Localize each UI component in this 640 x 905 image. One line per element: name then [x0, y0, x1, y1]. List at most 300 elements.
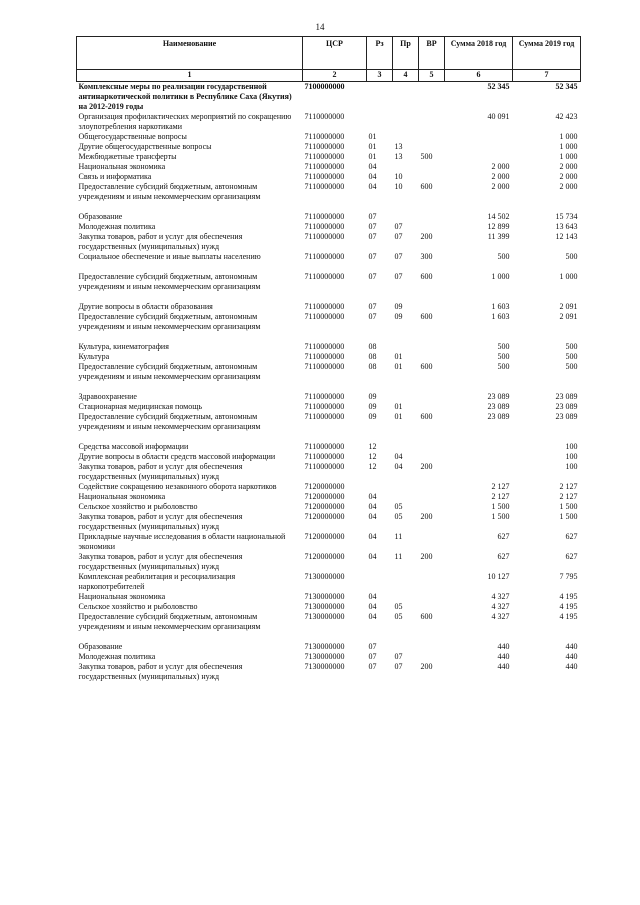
cell-pr: 11: [394, 552, 403, 561]
cell-vr: 600: [420, 312, 433, 321]
budget-table: [76, 36, 581, 682]
cell-rz: 04: [368, 512, 377, 521]
cell-csr: 7110000000: [304, 312, 345, 321]
empty-cell: [393, 432, 419, 442]
empty-cell: [445, 632, 513, 642]
cell-name: Связь и информатика: [78, 172, 152, 181]
cell-csr: 7130000000: [304, 652, 345, 661]
spacer-row: [77, 432, 581, 442]
cell-vr: 200: [420, 512, 433, 521]
cell-vr: [419, 652, 445, 662]
empty-cell: [303, 632, 367, 642]
cell-sum-2019: 23 089: [555, 392, 578, 401]
cell-sum-2018: 52 345: [487, 82, 510, 91]
cell-pr: 11: [394, 532, 403, 541]
cell-sum-2019: 440: [565, 662, 578, 671]
cell-pr: [393, 642, 419, 652]
cell-name: Здравоохранение: [78, 392, 137, 401]
cell-name: Сельское хозяйство и рыболовство: [78, 502, 198, 511]
cell-rz: 01: [368, 132, 377, 141]
empty-cell: [367, 202, 393, 212]
table-row: [77, 342, 581, 352]
empty-cell: [419, 292, 445, 302]
empty-cell: [303, 202, 367, 212]
cell-vr: [419, 222, 445, 232]
cell-sum-2018: 10 127: [487, 572, 510, 581]
cell-pr: 04: [394, 452, 403, 461]
cell-sum-2018: 40 091: [487, 112, 510, 121]
table-row: [77, 232, 581, 252]
cell-sum-2018: 2 000: [491, 172, 510, 181]
cell-csr: 7110000000: [304, 412, 345, 421]
cell-pr: 01: [394, 402, 403, 411]
empty-cell: [367, 332, 393, 342]
cell-sum-2019: 15 734: [555, 212, 578, 221]
cell-sum-2019: 1 000: [559, 272, 578, 281]
cell-name: Предоставление субсидий бюджетным, автономным учреждениям и иным некоммерческим организациям: [78, 312, 261, 331]
cell-sum-2019: 12 143: [555, 232, 578, 241]
cell-vr: 600: [420, 412, 433, 421]
cell-pr: [393, 592, 419, 602]
empty-cell: [393, 332, 419, 342]
empty-cell: [367, 432, 393, 442]
cell-rz: 01: [368, 152, 377, 161]
cell-vr: 200: [420, 232, 433, 241]
cell-name: Организация профилактических мероприятий по сокращению злоупотребления наркотиками: [78, 112, 292, 131]
empty-cell: [419, 632, 445, 642]
cell-sum-2018: 1 500: [491, 512, 510, 521]
cell-pr: 04: [394, 462, 403, 471]
cell-sum-2018: 4 327: [491, 612, 510, 621]
table-row: [77, 462, 581, 482]
cell-rz: 07: [368, 222, 377, 231]
cell-csr: 7110000000: [304, 182, 345, 191]
column-number: 6: [445, 70, 513, 82]
empty-cell: [77, 332, 303, 342]
empty-cell: [419, 332, 445, 342]
cell-name: Средства массовой информации: [78, 442, 189, 451]
cell-sum-2018: [445, 442, 513, 452]
empty-cell: [77, 262, 303, 272]
cell-sum-2019: 1 500: [559, 512, 578, 521]
cell-pr: [393, 482, 419, 492]
cell-sum-2019: 4 195: [559, 612, 578, 621]
cell-name: Образование: [78, 212, 123, 221]
empty-cell: [445, 292, 513, 302]
cell-rz: 09: [368, 392, 377, 401]
cell-vr: [419, 302, 445, 312]
cell-csr: 7110000000: [304, 252, 345, 261]
table-row: [77, 312, 581, 332]
cell-name: Культура: [78, 352, 110, 361]
empty-cell: [393, 202, 419, 212]
cell-pr: 07: [394, 652, 403, 661]
cell-sum-2019: 500: [565, 362, 578, 371]
cell-pr: 07: [394, 222, 403, 231]
cell-name: Молодежная политика: [78, 652, 156, 661]
cell-sum-2018: [445, 152, 513, 162]
cell-sum-2018: [445, 462, 513, 482]
table-row: [77, 552, 581, 572]
cell-pr: [393, 572, 419, 592]
cell-csr: 7110000000: [304, 142, 345, 151]
cell-vr: 200: [420, 552, 433, 561]
cell-name: Другие вопросы в области образования: [78, 302, 213, 311]
cell-vr: [419, 602, 445, 612]
cell-name: Молодежная политика: [78, 222, 156, 231]
cell-rz: 08: [368, 352, 377, 361]
cell-sum-2018: 440: [497, 652, 510, 661]
cell-sum-2019: 2 091: [559, 312, 578, 321]
cell-sum-2019: 52 345: [555, 82, 578, 91]
cell-vr: [419, 112, 445, 132]
empty-cell: [367, 292, 393, 302]
cell-sum-2018: 500: [497, 252, 510, 261]
cell-sum-2018: 23 089: [487, 412, 510, 421]
table-row: [77, 452, 581, 462]
empty-cell: [513, 262, 581, 272]
cell-sum-2018: 23 089: [487, 402, 510, 411]
cell-csr: 7120000000: [304, 502, 345, 511]
empty-cell: [419, 202, 445, 212]
cell-rz: 04: [368, 602, 377, 611]
cell-name: Национальная экономика: [78, 162, 166, 171]
cell-name: Закупка товаров, работ и услуг для обеспечения государственных (муниципальных) нужд: [78, 232, 243, 251]
cell-csr: 7110000000: [304, 152, 345, 161]
cell-vr: [419, 162, 445, 172]
empty-cell: [303, 292, 367, 302]
cell-csr: 7130000000: [304, 662, 345, 671]
cell-rz: 12: [368, 442, 377, 451]
cell-rz: [367, 112, 393, 132]
cell-sum-2019: 440: [565, 652, 578, 661]
cell-name: Предоставление субсидий бюджетным, автономным учреждениям и иным некоммерческим организациям: [78, 182, 261, 201]
cell-rz: 04: [368, 552, 377, 561]
cell-csr: 7100000000: [304, 82, 345, 91]
cell-sum-2018: 2 127: [491, 492, 510, 501]
cell-csr: 7110000000: [304, 402, 345, 411]
cell-pr: [393, 392, 419, 402]
cell-sum-2018: 627: [497, 552, 510, 561]
cell-name: Социальное обеспечение и иные выплаты населению: [78, 252, 261, 261]
empty-cell: [513, 382, 581, 392]
cell-pr: 05: [394, 612, 403, 621]
cell-vr: [419, 572, 445, 592]
cell-vr: [419, 502, 445, 512]
cell-sum-2019: 100: [565, 462, 578, 471]
cell-sum-2018: 500: [497, 352, 510, 361]
cell-sum-2018: 2 000: [491, 162, 510, 171]
cell-pr: 07: [394, 232, 403, 241]
cell-sum-2018: 500: [497, 362, 510, 371]
cell-pr: 05: [394, 512, 403, 521]
cell-pr: [393, 212, 419, 222]
cell-sum-2018: 1 603: [491, 302, 510, 311]
cell-rz: 08: [368, 362, 377, 371]
column-header-name: Наименование: [77, 37, 303, 70]
cell-vr: [419, 132, 445, 142]
cell-name: Прикладные научные исследования в области национальной экономики: [78, 532, 286, 551]
cell-sum-2018: 2 000: [491, 182, 510, 191]
cell-sum-2018: [445, 132, 513, 142]
cell-vr: [419, 212, 445, 222]
empty-cell: [513, 292, 581, 302]
empty-cell: [77, 432, 303, 442]
cell-pr: [393, 442, 419, 452]
cell-csr: 7120000000: [304, 482, 345, 491]
cell-pr: 01: [394, 362, 403, 371]
cell-sum-2018: 14 502: [487, 212, 510, 221]
table-row: [77, 162, 581, 172]
table-row: [77, 402, 581, 412]
cell-name: Содействие сокращению незаконного оборота наркотиков: [78, 482, 277, 491]
cell-sum-2019: 100: [565, 452, 578, 461]
column-header-pr: Пр: [393, 37, 419, 70]
spacer-row: [77, 382, 581, 392]
table-row: [77, 182, 581, 202]
cell-sum-2018: 627: [497, 532, 510, 541]
cell-vr: [419, 532, 445, 552]
table-row: [77, 352, 581, 362]
cell-csr: 7130000000: [304, 572, 345, 581]
empty-cell: [77, 292, 303, 302]
cell-csr: 7110000000: [304, 452, 345, 461]
table-row: [77, 592, 581, 602]
cell-pr: 01: [394, 412, 403, 421]
cell-rz: 07: [368, 312, 377, 321]
table-row: [77, 112, 581, 132]
cell-csr: 7130000000: [304, 602, 345, 611]
table-row: [77, 612, 581, 632]
table-row: [77, 172, 581, 182]
cell-pr: 05: [394, 602, 403, 611]
cell-rz: 07: [368, 642, 377, 651]
empty-cell: [445, 202, 513, 212]
spacer-row: [77, 262, 581, 272]
cell-pr: [393, 112, 419, 132]
cell-csr: 7110000000: [304, 442, 345, 451]
cell-sum-2018: 440: [497, 642, 510, 651]
column-header-vr: ВР: [419, 37, 445, 70]
cell-sum-2018: 1 000: [491, 272, 510, 281]
cell-rz: 04: [368, 172, 377, 181]
cell-name: Комплексная реабилитация и ресоциализация наркопотребителей: [78, 572, 236, 591]
cell-rz: 08: [368, 342, 377, 351]
cell-name: Стационарная медицинская помощь: [78, 402, 203, 411]
cell-sum-2018: 12 899: [487, 222, 510, 231]
cell-name: Межбюджетные трансферты: [78, 152, 177, 161]
cell-rz: [367, 82, 393, 113]
cell-vr: [419, 82, 445, 113]
cell-sum-2019: 1 000: [559, 132, 578, 141]
table-row: [77, 442, 581, 452]
cell-rz: [367, 572, 393, 592]
cell-sum-2018: 11 399: [487, 232, 510, 241]
cell-csr: 7130000000: [304, 612, 345, 621]
cell-name: Другие общегосударственные вопросы: [78, 142, 212, 151]
table-row: [77, 642, 581, 652]
cell-name: Другие вопросы в области средств массовой информации: [78, 452, 276, 461]
table-row: [77, 392, 581, 402]
empty-cell: [393, 382, 419, 392]
cell-rz: 07: [368, 272, 377, 281]
table-row: [77, 572, 581, 592]
spacer-row: [77, 632, 581, 642]
cell-name: Предоставление субсидий бюджетным, автономным учреждениям и иным некоммерческим организациям: [78, 362, 261, 381]
table-row: [77, 652, 581, 662]
cell-sum-2018: 500: [497, 342, 510, 351]
cell-sum-2019: 1 000: [559, 152, 578, 161]
cell-name: Образование: [78, 642, 123, 651]
cell-vr: 600: [420, 272, 433, 281]
empty-cell: [513, 202, 581, 212]
cell-rz: 12: [368, 452, 377, 461]
empty-cell: [77, 202, 303, 212]
column-number: 1: [77, 70, 303, 82]
column-number: 3: [367, 70, 393, 82]
cell-pr: [393, 132, 419, 142]
cell-rz: 09: [368, 412, 377, 421]
cell-csr: 7110000000: [304, 132, 345, 141]
cell-rz: 07: [368, 302, 377, 311]
cell-name: Общегосударственные вопросы: [78, 132, 187, 141]
cell-sum-2019: 7 795: [559, 572, 578, 581]
cell-pr: 05: [394, 502, 403, 511]
cell-pr: 07: [394, 272, 403, 281]
cell-vr: [419, 642, 445, 652]
cell-sum-2018: 440: [497, 662, 510, 671]
cell-rz: 04: [368, 612, 377, 621]
cell-vr: [419, 592, 445, 602]
cell-csr: 7110000000: [304, 462, 345, 471]
page-number: 14: [315, 22, 325, 32]
empty-cell: [445, 262, 513, 272]
table-row: [77, 222, 581, 232]
cell-vr: 500: [420, 152, 433, 161]
cell-pr: 13: [394, 142, 403, 151]
cell-sum-2019: 2 091: [559, 302, 578, 311]
cell-csr: 7110000000: [304, 342, 345, 351]
cell-pr: 09: [394, 312, 403, 321]
cell-sum-2019: 2 127: [559, 482, 578, 491]
cell-rz: [367, 482, 393, 492]
empty-cell: [367, 262, 393, 272]
cell-sum-2019: 627: [565, 532, 578, 541]
cell-csr: 7110000000: [304, 352, 345, 361]
empty-cell: [393, 632, 419, 642]
spacer-row: [77, 332, 581, 342]
cell-sum-2019: 500: [565, 342, 578, 351]
cell-csr: 7130000000: [304, 642, 345, 651]
cell-name: Национальная экономика: [78, 492, 166, 501]
cell-sum-2019: 500: [565, 352, 578, 361]
table-row: [77, 272, 581, 292]
empty-cell: [513, 332, 581, 342]
empty-cell: [513, 632, 581, 642]
cell-sum-2018: 1 500: [491, 502, 510, 511]
column-number: 4: [393, 70, 419, 82]
cell-csr: 7110000000: [304, 272, 345, 281]
cell-sum-2019: 2 127: [559, 492, 578, 501]
empty-cell: [367, 382, 393, 392]
cell-sum-2018: 4 327: [491, 602, 510, 611]
column-header-sum-2019: Сумма 2019 год: [513, 37, 581, 70]
empty-cell: [445, 382, 513, 392]
table-row: [77, 212, 581, 222]
cell-rz: 12: [368, 462, 377, 471]
cell-vr: 200: [420, 462, 433, 471]
cell-pr: 01: [394, 352, 403, 361]
cell-sum-2019: 440: [565, 642, 578, 651]
cell-vr: [419, 172, 445, 182]
empty-cell: [303, 382, 367, 392]
empty-cell: [77, 632, 303, 642]
cell-name: Культура, кинематография: [78, 342, 169, 351]
cell-name: Сельское хозяйство и рыболовство: [78, 602, 198, 611]
cell-rz: 07: [368, 232, 377, 241]
cell-vr: [419, 342, 445, 352]
cell-csr: 7120000000: [304, 532, 345, 541]
table-header: [77, 37, 581, 82]
cell-vr: 600: [420, 362, 433, 371]
empty-cell: [445, 332, 513, 342]
cell-pr: [393, 162, 419, 172]
table-row: [77, 132, 581, 142]
cell-rz: 04: [368, 592, 377, 601]
cell-sum-2018: 23 089: [487, 392, 510, 401]
cell-rz: 09: [368, 402, 377, 411]
cell-csr: 7110000000: [304, 112, 345, 121]
cell-csr: 7110000000: [304, 172, 345, 181]
cell-csr: 7110000000: [304, 232, 345, 241]
cell-vr: 200: [420, 662, 433, 671]
cell-vr: [419, 482, 445, 492]
cell-vr: 300: [420, 252, 433, 261]
cell-sum-2019: 23 089: [555, 402, 578, 411]
cell-csr: 7110000000: [304, 392, 345, 401]
cell-rz: 04: [368, 162, 377, 171]
column-header-rz: Рз: [367, 37, 393, 70]
empty-cell: [393, 292, 419, 302]
table-row: [77, 302, 581, 312]
table-row: [77, 502, 581, 512]
spacer-row: [77, 292, 581, 302]
cell-csr: 7120000000: [304, 552, 345, 561]
cell-name: Предоставление субсидий бюджетным, автономным учреждениям и иным некоммерческим организациям: [78, 612, 261, 631]
empty-cell: [419, 262, 445, 272]
cell-sum-2018: [445, 142, 513, 152]
cell-vr: [419, 402, 445, 412]
cell-name: Закупка товаров, работ и услуг для обеспечения государственных (муниципальных) нужд: [78, 662, 243, 681]
table-row: [77, 662, 581, 682]
cell-rz: 07: [368, 662, 377, 671]
column-header-csr: ЦСР: [303, 37, 367, 70]
cell-rz: 07: [368, 252, 377, 261]
column-number: 2: [303, 70, 367, 82]
cell-sum-2018: 1 603: [491, 312, 510, 321]
table-body: [77, 82, 581, 683]
cell-sum-2019: 2 000: [559, 182, 578, 191]
cell-csr: 7110000000: [304, 222, 345, 231]
column-header-sum-2018: Сумма 2018 год: [445, 37, 513, 70]
cell-name: Закупка товаров, работ и услуг для обеспечения государственных (муниципальных) нужд: [78, 512, 243, 531]
cell-csr: 7110000000: [304, 362, 345, 371]
table-row: [77, 362, 581, 382]
column-number: 5: [419, 70, 445, 82]
cell-pr: 07: [394, 252, 403, 261]
cell-sum-2018: 2 127: [491, 482, 510, 491]
cell-vr: [419, 142, 445, 152]
